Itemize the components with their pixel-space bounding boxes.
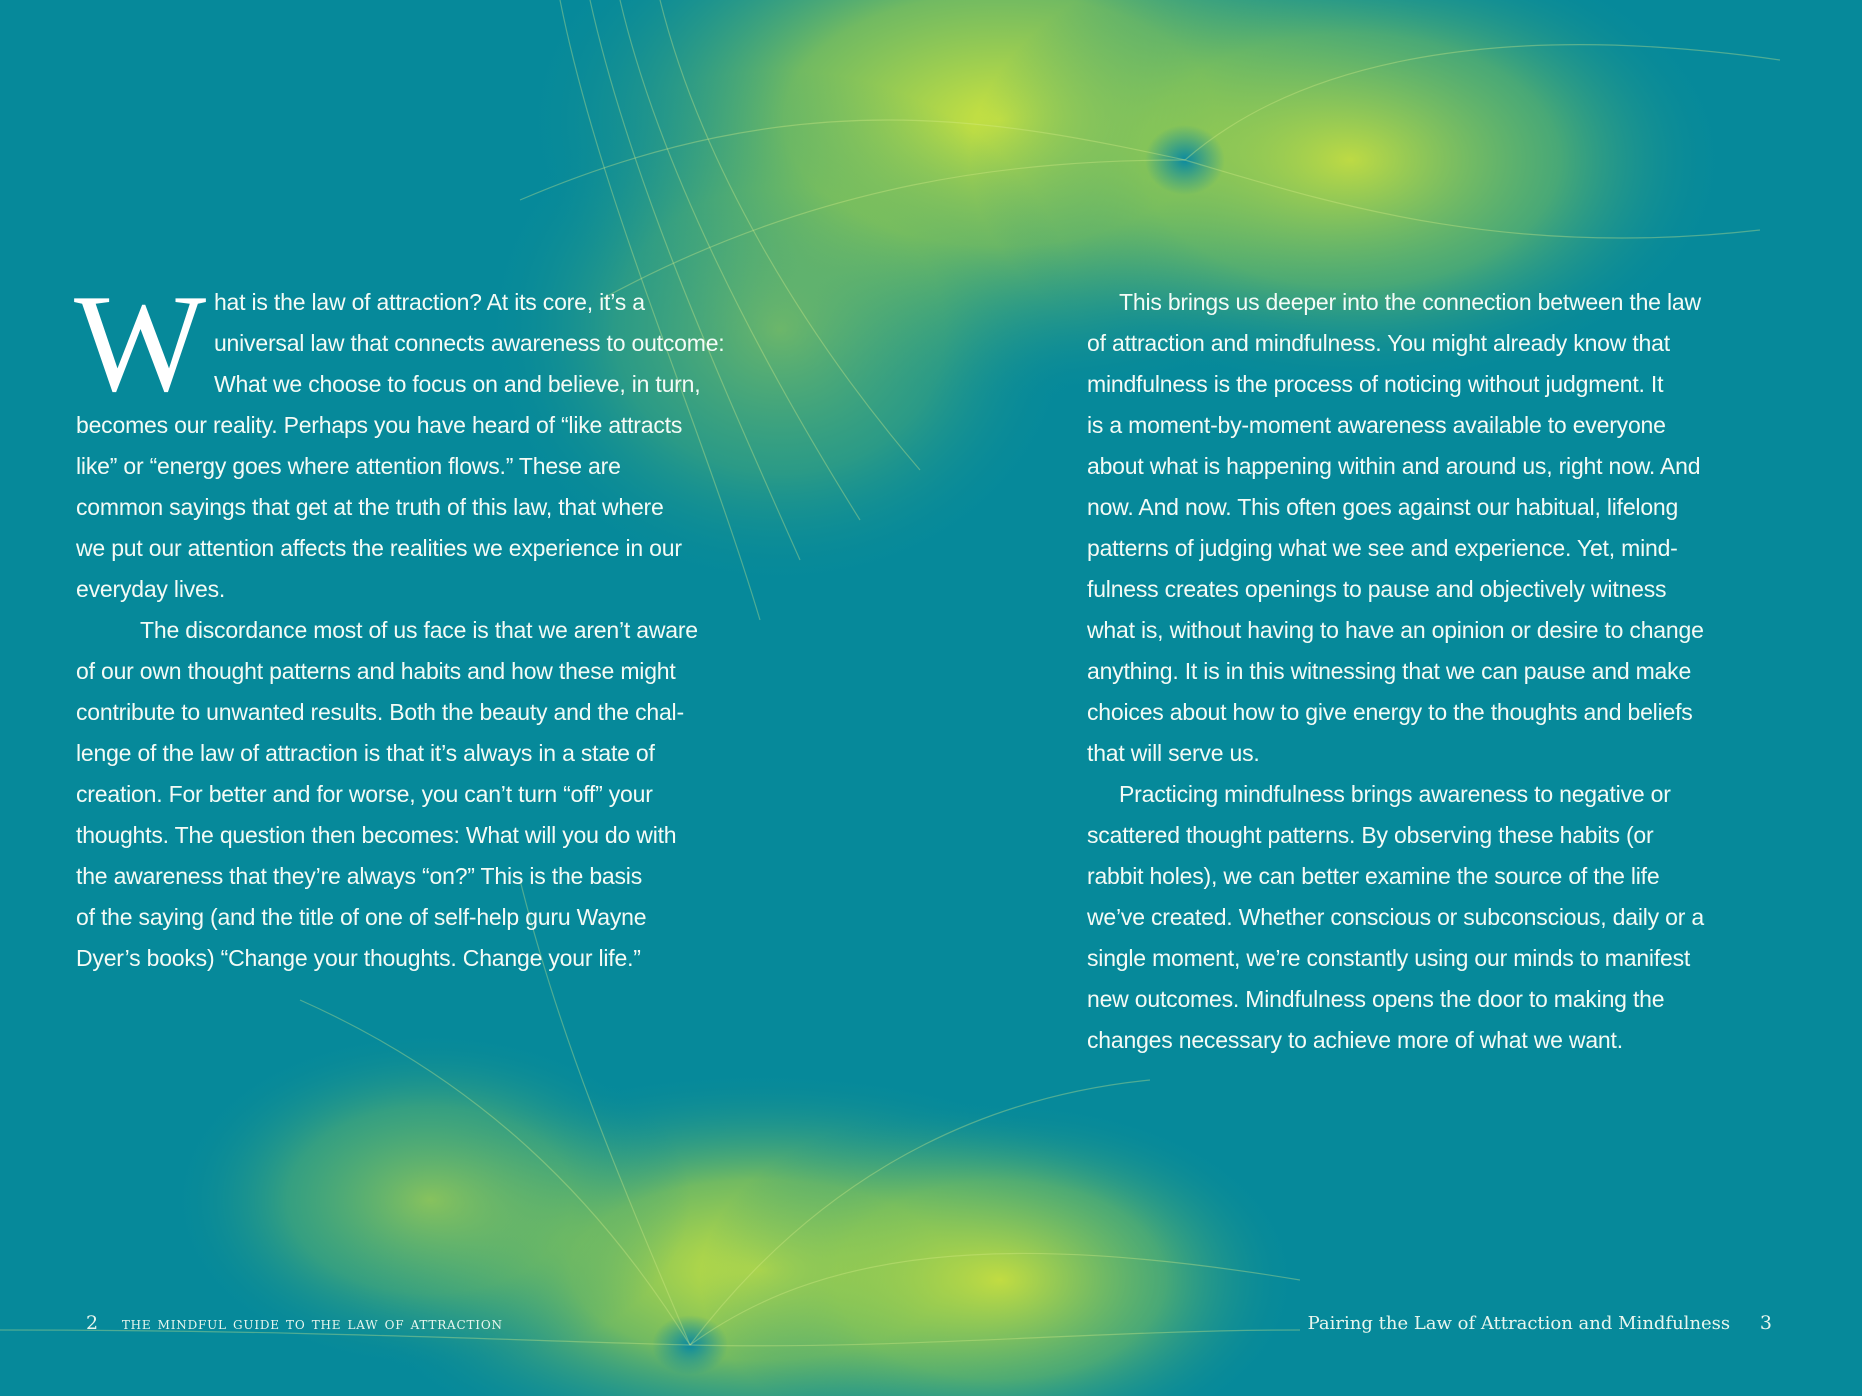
paragraph — [76, 610, 756, 979]
text-line: single moment, we’re constantly using our minds to manifest — [1087, 945, 1691, 971]
text-line: the awareness that they’re always “on?” This is the basis — [76, 863, 643, 889]
text-line: common sayings that get at the truth of this law, that where — [76, 494, 664, 520]
text-line: becomes our reality. Perhaps you have heard of “like attracts — [76, 412, 683, 438]
text-line: now. And now. This often goes against our habitual, lifelong — [1087, 494, 1679, 520]
right-body-text — [1087, 282, 1767, 1061]
text-line: rabbit holes), we can better examine the source of the life — [1087, 863, 1660, 889]
text-line: we’ve created. Whether conscious or subconscious, daily or a — [1087, 904, 1704, 930]
paragraph — [74, 266, 756, 610]
text-line: like” or “energy goes where attention flows.” These are — [76, 453, 621, 479]
text-line: that will serve us. — [1087, 740, 1260, 766]
text-line: universal law that connects awareness to outcome: — [213, 330, 725, 356]
text-line: contribute to unwanted results. Both the beauty and the chal- — [76, 699, 684, 725]
text-line: lenge of the law of attraction is that it’s always in a state of — [76, 740, 655, 766]
drop-cap: W — [74, 266, 206, 421]
text-line: patterns of judging what we see and experience. Yet, mind- — [1087, 535, 1678, 561]
text-line: new outcomes. Mindfulness opens the door to making the — [1087, 986, 1665, 1012]
text-line: scattered thought patterns. By observing these habits (or — [1087, 822, 1654, 848]
paragraph — [1087, 282, 1767, 774]
running-head: Pairing the Law of Attraction and Mindfulness — [1307, 1313, 1731, 1334]
text-line: about what is happening within and around us, right now. And — [1087, 453, 1701, 479]
text-line: choices about how to give energy to the thoughts and beliefs — [1087, 699, 1693, 725]
text-line: we put our attention affects the realities we experience in our — [76, 535, 682, 561]
text-line: thoughts. The question then becomes: What will you do with — [76, 822, 677, 848]
text-line: what is, without having to have an opinion or desire to change — [1087, 617, 1704, 643]
text-line: What we choose to focus on and believe, in turn, — [213, 371, 701, 397]
text-line: This brings us deeper into the connection between the law — [1119, 289, 1701, 315]
text-line: everyday lives. — [76, 576, 226, 602]
text-line: of attraction and mindfulness. You might already know that — [1087, 330, 1670, 356]
page-number: 3 — [1759, 1312, 1772, 1334]
left-body-text — [74, 266, 756, 979]
right-footer — [1308, 1312, 1772, 1334]
text-line: The discordance most of us face is that we aren’t aware — [140, 617, 698, 643]
text-line: mindfulness is the process of noticing without judgment. It — [1087, 371, 1664, 397]
right-page — [931, 0, 1862, 1396]
text-line: of the saying (and the title of one of self-help guru Wayne — [76, 904, 647, 930]
text-line: changes necessary to achieve more of what we want. — [1087, 1027, 1623, 1053]
text-line: creation. For better and for worse, you can’t turn “off” your — [76, 781, 653, 807]
text-line: anything. It is in this witnessing that we can pause and make — [1087, 658, 1692, 684]
text-line: Dyer’s books) “Change your thoughts. Change your life.” — [76, 945, 641, 971]
text-line: Practicing mindfulness brings awareness to negative or — [1119, 781, 1671, 807]
text-line: hat is the law of attraction? At its core, it’s a — [213, 289, 645, 315]
text-line: of our own thought patterns and habits and how these might — [76, 658, 676, 684]
left-footer — [86, 1312, 503, 1334]
text-line: is a moment-by-moment awareness available to everyone — [1087, 412, 1666, 438]
paragraph — [1087, 774, 1767, 1061]
running-head: the mindful guide to the law of attraction — [121, 1314, 503, 1334]
page-number: 2 — [86, 1312, 99, 1334]
text-line: fulness creates openings to pause and objectively witness — [1087, 576, 1667, 602]
